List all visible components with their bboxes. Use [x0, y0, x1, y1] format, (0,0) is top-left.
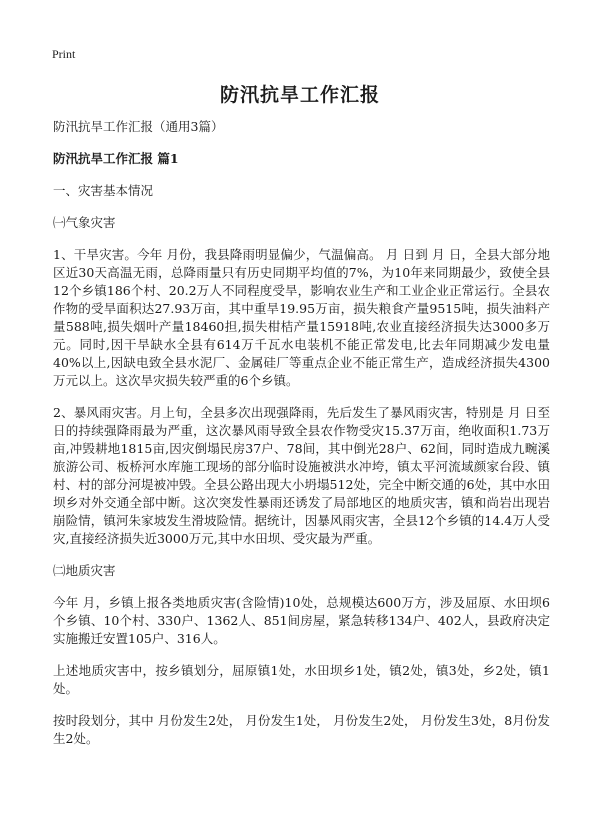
- heading-geological: ㈡地质灾害: [53, 563, 116, 578]
- paragraph-geological-2: 上述地质灾害中，按乡镇划分，屈原镇1处，水田坝乡1处，镇2处，镇3处，乡2处，镇1处。: [53, 663, 550, 696]
- document-body: [53, 118, 550, 762]
- heading-meteorological: ㈠气象灾害: [53, 215, 116, 230]
- print-label: Print: [52, 47, 76, 61]
- paragraph-storm: 2、暴风雨灾害。月上旬，全县多次出现强降雨，先后发生了暴风雨灾害，特别是 月 日至 日的持续强降雨最为严重，这次暴风雨导致全县农作物受灾15.37万亩，绝收面积1.73万亩,冲毁耕地1815亩,因灾倒塌民房37户、78间，其中倒光28户、62间，同时造成九畹溪旅游公司、板桥河水库施工现场的部分临时设施被洪水冲垮，镇太平河流域颜家台段、镇村、村的部分河堤被冲毁。全县公路出现大小坍塌512处，完全中断交通的6处，其中水田坝乡对外交通全部中断。这次突发性暴雨还诱发了局部地区的地质灾害，镇和尚岩出现岩崩险情，镇河朱家坡发生滑坡险情。据统计，因暴风雨灾害，全县12个乡镇的14.4万人受灾,直接经济损失近3000万元,其中水田坝、受灾最为严重。: [53, 405, 550, 546]
- document-title: 防汛抗旱工作汇报: [219, 84, 380, 106]
- heading-disaster-overview: 一、灾害基本情况: [53, 183, 154, 198]
- section-heading: 防汛抗旱工作汇报 篇1: [53, 151, 179, 166]
- paragraph-geological-1: 今年 月，乡镇上报各类地质灾害(含险情)10处，总规模达600万方，涉及屈原、水田坝6个乡镇、10个村、330户、1362人、851间房屋，紧急转移134户、402人，县政府决定实施搬迁安置105户、316人。: [53, 595, 550, 646]
- paragraph-drought: 1、干旱灾害。今年 月份，我县降雨明显偏少，气温偏高。 月 日到 月 日，全县大部分地区近30天高温无雨，总降雨量只有历史同期平均值的7%，为10年来同期最少，致使全县12个乡镇186个村、20.2万人不同程度受旱，影响农业生产和工业企业正常运行。全县农作物的受旱面积达27.93万亩，其中重旱19.95万亩，损失粮食产量9515吨，损失油料产量588吨,损失烟叶产量18460担,损失柑桔产量15918吨,农业直接经济损失达3000多万元。同时,因干旱缺水全县有614万千瓦水电装机不能正常发电,比去年同期减少发电量40%以上,因缺电致全县水泥厂、金属硅厂等重点企业不能正常生产，造成经济损失4300万元以上。这次旱灾损失较严重的6个乡镇。: [53, 247, 550, 388]
- paragraph-geological-3: 按时段划分，其中 月份发生2处， 月份发生1处， 月份发生2处， 月份发生3处，8月份发生2处。: [53, 713, 550, 746]
- document-subtitle: 防汛抗旱工作汇报（通用3篇）: [53, 119, 224, 134]
